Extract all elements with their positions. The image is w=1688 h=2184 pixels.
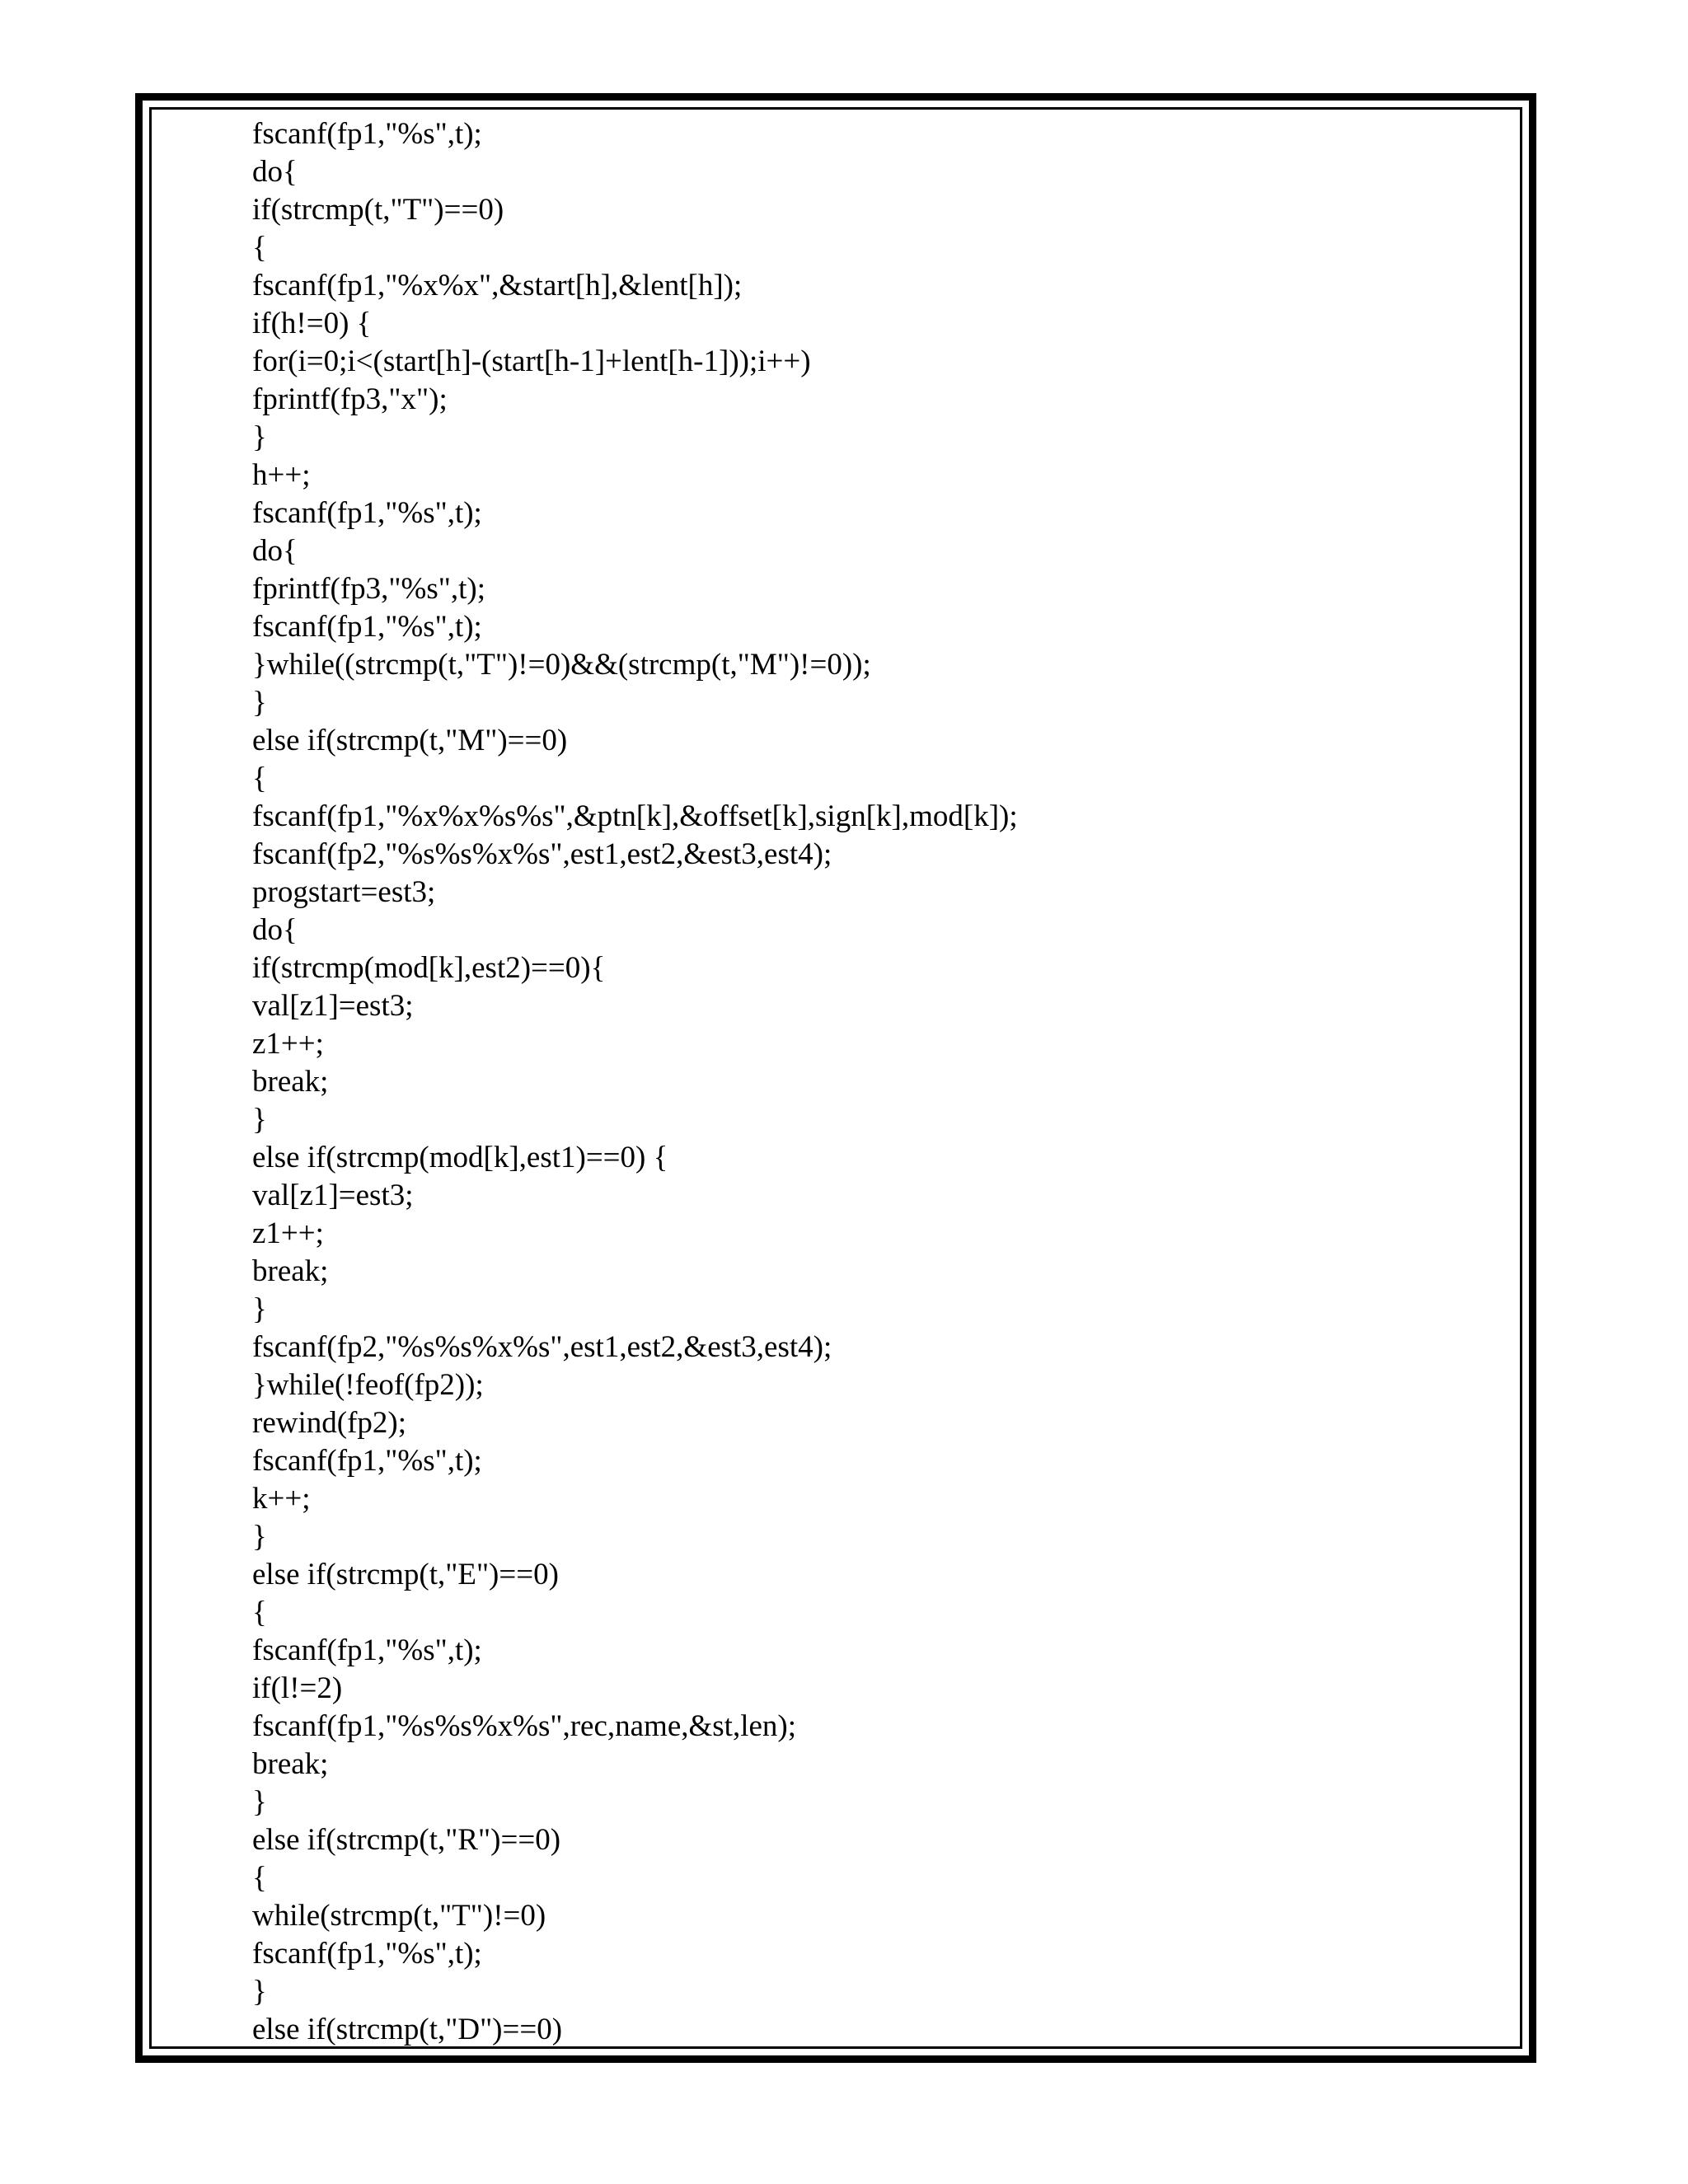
code-line: fscanf(fp1,"%s",t);: [252, 610, 482, 644]
code-line: if(l!=2): [252, 1671, 343, 1705]
code-line: fscanf(fp1,"%s",t);: [252, 1444, 482, 1478]
code-line: h++;: [252, 458, 311, 492]
code-line: fprintf(fp3,"%s",t);: [252, 572, 485, 606]
code-line: break;: [252, 1747, 329, 1781]
code-line: else if(strcmp(mod[k],est1)==0) {: [252, 1141, 668, 1174]
code-line: else if(strcmp(t,"D")==0): [252, 2013, 563, 2046]
code-line: fscanf(fp1,"%s",t);: [252, 1633, 482, 1667]
code-line: fscanf(fp2,"%s%s%x%s",est1,est2,&est3,est4);: [252, 837, 832, 871]
code-line: else if(strcmp(t,"E")==0): [252, 1558, 559, 1591]
code-line: do{: [252, 534, 298, 568]
code-line: if(h!=0) {: [252, 307, 372, 340]
code-line: {: [252, 1861, 267, 1895]
code-line: break;: [252, 1254, 329, 1288]
code-line: }: [252, 420, 267, 454]
code-line: {: [252, 762, 267, 795]
code-line: fscanf(fp2,"%s%s%x%s",est1,est2,&est3,est4);: [252, 1330, 832, 1364]
code-line: }: [252, 1103, 267, 1137]
code-line: if(strcmp(t,"T")==0): [252, 193, 504, 227]
code-line: }: [252, 1520, 267, 1554]
code-line: {: [252, 1596, 267, 1629]
code-line: progstart=est3;: [252, 875, 436, 909]
code-line: val[z1]=est3;: [252, 1179, 414, 1212]
code-listing: [252, 115, 1489, 2049]
code-line: else if(strcmp(t,"R")==0): [252, 1823, 561, 1857]
code-line: }: [252, 1292, 267, 1326]
code-line: fscanf(fp1,"%s",t);: [252, 1937, 482, 1971]
code-line: for(i=0;i<(start[h]-(start[h-1]+lent[h-1]));i++): [252, 344, 811, 378]
code-line: fscanf(fp1,"%s",t);: [252, 117, 482, 151]
code-line: }while((strcmp(t,"T")!=0)&&(strcmp(t,"M")!=0));: [252, 648, 871, 682]
code-line: }: [252, 686, 267, 719]
code-line: }: [252, 1975, 267, 2008]
code-line: else if(strcmp(t,"M")==0): [252, 724, 568, 757]
code-line: break;: [252, 1065, 329, 1099]
code-line: {: [252, 231, 267, 265]
code-line: k++;: [252, 1482, 311, 1516]
code-line: fscanf(fp1,"%s",t);: [252, 496, 482, 530]
code-line: while(strcmp(t,"T")!=0): [252, 1899, 546, 1933]
code-line: fscanf(fp1,"%x%x",&start[h],&lent[h]);: [252, 269, 743, 302]
code-line: if(strcmp(mod[k],est2)==0){: [252, 951, 606, 985]
code-line: fscanf(fp1,"%s%s%x%s",rec,name,&st,len);: [252, 1709, 797, 1743]
code-line: do{: [252, 155, 298, 189]
code-line: z1++;: [252, 1027, 324, 1061]
code-line: fscanf(fp1,"%x%x%s%s",&ptn[k],&offset[k],sign[k],mod[k]);: [252, 799, 1018, 833]
code-line: }: [252, 1785, 267, 1819]
code-line: val[z1]=est3;: [252, 989, 414, 1023]
code-line: rewind(fp2);: [252, 1406, 406, 1440]
code-line: do{: [252, 913, 298, 947]
code-line: z1++;: [252, 1216, 324, 1250]
code-line: fprintf(fp3,"x");: [252, 382, 448, 416]
code-line: }while(!feof(fp2));: [252, 1368, 484, 1402]
